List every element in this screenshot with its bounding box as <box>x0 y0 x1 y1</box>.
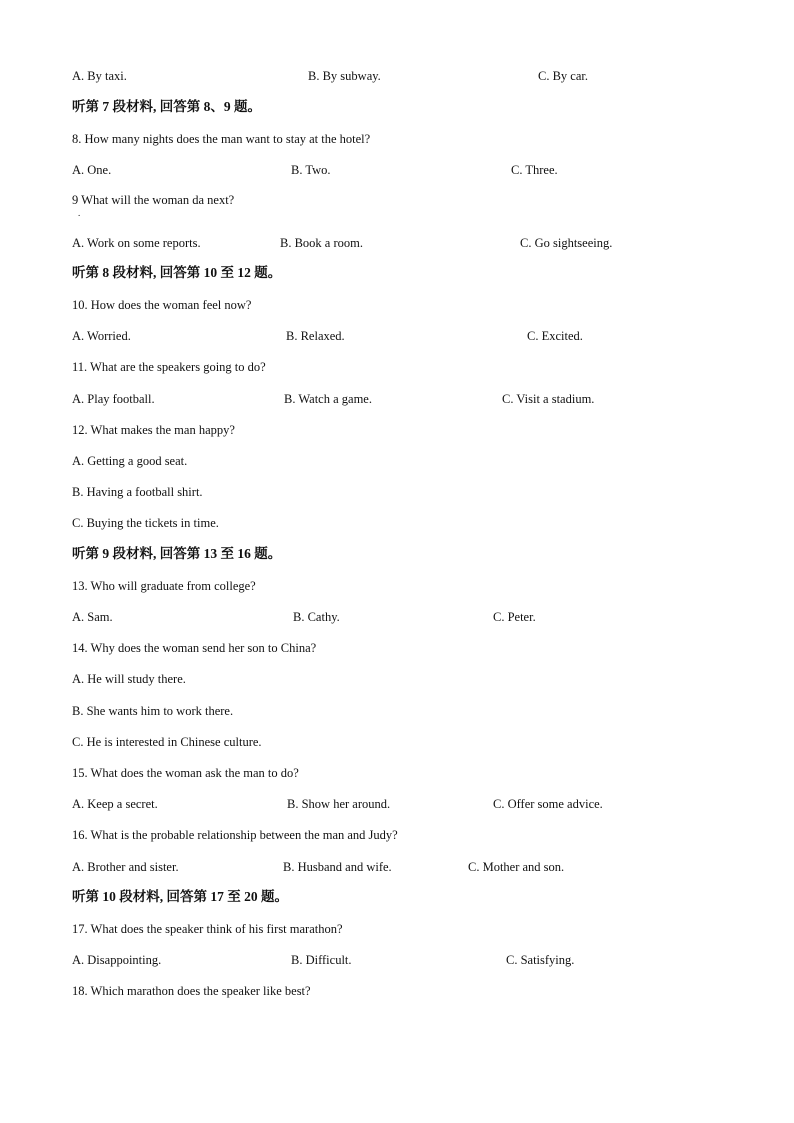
q13-option-a: A. Sam. <box>72 610 113 624</box>
q15-option-a: A. Keep a secret. <box>72 797 158 811</box>
q7-option-c: C. By car. <box>538 69 588 83</box>
q15-option-b: B. Show her around. <box>287 797 391 811</box>
q7-option-b: B. By subway. <box>308 69 381 83</box>
q14-option-c: C. He is interested in Chinese culture. <box>72 735 262 749</box>
q9-option-b: B. Book a room. <box>280 236 363 250</box>
q10-option-c: C. Excited. <box>527 329 583 343</box>
q12-option-a: A. Getting a good seat. <box>72 454 188 468</box>
q13-option-b: B. Cathy. <box>293 610 340 624</box>
q11-option-c: C. Visit a stadium. <box>502 392 595 406</box>
q17-option-c: C. Satisfying. <box>506 953 575 967</box>
question-17: 17. What does the speaker think of his first marathon? <box>72 922 343 936</box>
q8-option-a: A. One. <box>72 163 112 177</box>
q7-option-a: A. By taxi. <box>72 69 127 83</box>
section-9-heading: 听第 9 段材料, 回答第 13 至 16 题。 <box>72 546 282 561</box>
q11-option-a: A. Play football. <box>72 392 155 406</box>
question-11: 11. What are the speakers going to do? <box>72 360 266 374</box>
q14-option-b: B. She wants him to work there. <box>72 704 234 718</box>
q8-option-b: B. Two. <box>291 163 331 177</box>
question-14: 14. Why does the woman send her son to China? <box>72 641 317 655</box>
question-18: 18. Which marathon does the speaker like best? <box>72 984 311 998</box>
section-8-heading: 听第 8 段材料, 回答第 10 至 12 题。 <box>72 265 282 280</box>
section-10-heading: 听第 10 段材料, 回答第 17 至 20 题。 <box>72 889 288 904</box>
question-9: 9 What will the woman da next? <box>72 193 235 207</box>
q11-option-b: B. Watch a game. <box>284 392 372 406</box>
q13-option-c: C. Peter. <box>493 610 536 624</box>
section-7-heading: 听第 7 段材料, 回答第 8、9 题。 <box>72 99 261 114</box>
question-16: 16. What is the probable relationship between the man and Judy? <box>72 828 398 842</box>
q16-option-b: B. Husband and wife. <box>283 860 392 874</box>
q12-option-c: C. Buying the tickets in time. <box>72 516 219 530</box>
q10-option-a: A. Worried. <box>72 329 131 343</box>
q9-option-a: A. Work on some reports. <box>72 236 201 250</box>
question-12: 12. What makes the man happy? <box>72 423 235 437</box>
question-10: 10. How does the woman feel now? <box>72 298 252 312</box>
q15-option-c: C. Offer some advice. <box>493 797 603 811</box>
question-15: 15. What does the woman ask the man to do? <box>72 766 299 780</box>
q17-option-a: A. Disappointing. <box>72 953 162 967</box>
q16-option-a: A. Brother and sister. <box>72 860 179 874</box>
question-9-mark: . <box>78 208 81 218</box>
q12-option-b: B. Having a football shirt. <box>72 485 203 499</box>
q9-option-c: C. Go sightseeing. <box>520 236 613 250</box>
question-13: 13. Who will graduate from college? <box>72 579 256 593</box>
q14-option-a: A. He will study there. <box>72 672 186 686</box>
q8-option-c: C. Three. <box>511 163 558 177</box>
q10-option-b: B. Relaxed. <box>286 329 345 343</box>
question-8: 8. How many nights does the man want to stay at the hotel? <box>72 132 371 146</box>
q17-option-b: B. Difficult. <box>291 953 352 967</box>
q16-option-c: C. Mother and son. <box>468 860 565 874</box>
